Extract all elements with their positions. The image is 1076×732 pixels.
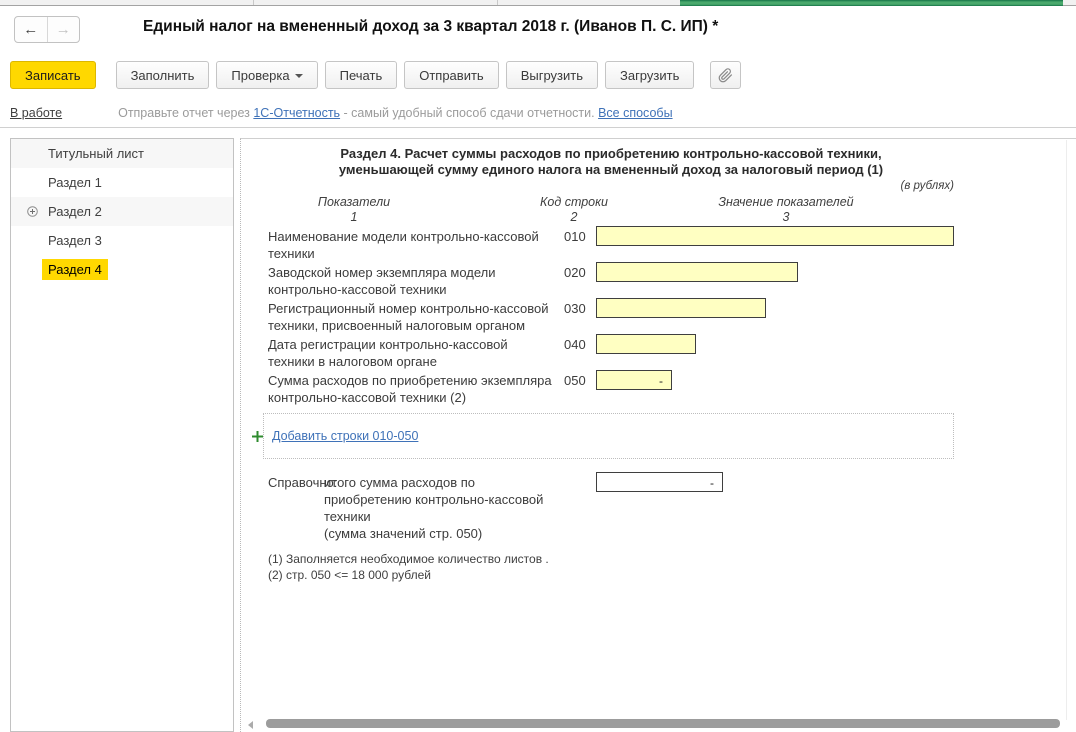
column-headers — [268, 195, 954, 228]
units-note: (в рублях) — [900, 180, 954, 192]
chevron-down-icon — [295, 74, 303, 78]
sidebar-item-section-1[interactable] — [11, 168, 233, 197]
back-button[interactable] — [15, 17, 48, 42]
row-code: 020 — [564, 265, 586, 280]
print-button[interactable]: Печать — [325, 61, 398, 89]
input-field-040[interactable] — [596, 334, 696, 354]
arrow-right-icon: → — [55, 21, 71, 38]
horizontal-scrollbar[interactable] — [240, 718, 1076, 732]
row-label: Регистрационный номер контрольно-кассовой техники, присвоенный налоговым органом — [268, 301, 549, 333]
row-label: Сумма расходов по приобретению экземпляра контрольно-кассовой техники (2) — [268, 373, 552, 405]
service-hint — [118, 106, 672, 120]
export-button[interactable]: Выгрузить — [506, 61, 598, 89]
row-label: Заводской номер экземпляра модели контрольно-кассовой техники — [268, 265, 496, 297]
row-code: 030 — [564, 301, 586, 316]
input-field-010[interactable] — [596, 226, 954, 246]
strip-divider — [497, 0, 498, 5]
fill-button[interactable]: Заполнить — [116, 61, 210, 89]
reference-text: итого сумма расходов по приобретению контрольно-кассовой техники (сумма значений стр. 050) — [324, 475, 544, 541]
hint-text: - самый удобный способ сдачи отчетности. — [340, 106, 599, 120]
paperclip-icon — [718, 67, 733, 84]
column-header-values: Значение показателей 3 — [718, 195, 854, 224]
row-code: 010 — [564, 229, 586, 244]
all-ways-link[interactable]: Все способы — [598, 106, 673, 120]
page-title: Единый налог на вмененный доход за 3 квартал 2018 г. (Иванов П. С. ИП) * — [143, 18, 719, 35]
plus-circle-icon[interactable] — [27, 206, 38, 217]
column-header-indicators: Показатели 1 — [317, 195, 391, 224]
status-bar — [10, 101, 673, 125]
sidebar-item-label: Титульный лист — [48, 146, 145, 161]
input-field-020[interactable] — [596, 262, 798, 282]
send-button[interactable]: Отправить — [404, 61, 498, 89]
reference-total-field[interactable]: - — [596, 472, 723, 492]
sidebar-item-section-4[interactable] — [11, 255, 233, 284]
reference-block — [268, 474, 954, 542]
attachments-button[interactable] — [710, 61, 741, 89]
hint-text: Отправьте отчет через — [118, 106, 254, 120]
form-row-010 — [268, 228, 954, 264]
report-state-link[interactable]: В работе — [10, 106, 63, 120]
input-field-030[interactable] — [596, 298, 766, 318]
check-button-label: Проверка — [231, 67, 290, 83]
nav-button-group — [14, 16, 80, 43]
save-button[interactable]: Записать — [10, 61, 96, 89]
top-strip — [0, 0, 1076, 6]
reference-label: Справочно: — [268, 475, 338, 490]
header-separator — [0, 127, 1076, 128]
row-code: 040 — [564, 337, 586, 352]
strip-green-accent — [680, 0, 1063, 6]
check-button[interactable] — [216, 61, 317, 89]
strip-divider — [253, 0, 254, 5]
form-panel — [240, 138, 1076, 732]
sidebar-item-label-selected: Раздел 4 — [42, 259, 108, 280]
sidebar-item-label: Раздел 1 — [48, 175, 102, 190]
footnote-1: (1) Заполняется необходимое количество листов . — [268, 552, 549, 566]
sections-sidebar — [10, 138, 234, 732]
sidebar-item-label: Раздел 2 — [48, 204, 102, 219]
sidebar-item-section-3[interactable] — [11, 226, 233, 255]
form-row-020 — [268, 264, 954, 300]
scroll-left-arrow-icon[interactable] — [248, 721, 253, 729]
add-rows-area — [263, 413, 954, 459]
section-title-line2: уменьшающей сумму единого налога на вмененный доход за налоговый период (1) — [338, 162, 884, 177]
form-row-030 — [268, 300, 954, 336]
footnotes — [268, 551, 954, 583]
input-field-050[interactable]: - — [596, 370, 672, 390]
1c-reporting-link[interactable]: 1С-Отчетность — [253, 106, 341, 120]
footnote-2: (2) стр. 050 <= 18 000 рублей — [268, 568, 431, 582]
sidebar-item-label: Раздел 3 — [48, 233, 102, 248]
add-rows-link[interactable]: Добавить строки 010-050 — [272, 429, 419, 443]
column-header-line-code: Код строки 2 — [540, 195, 608, 224]
row-code: 050 — [564, 373, 586, 388]
arrow-left-icon: ← — [23, 21, 39, 38]
forward-button[interactable] — [48, 17, 80, 42]
add-plus-icon — [252, 431, 263, 442]
row-label: Дата регистрации контрольно-кассовой техники в налоговом органе — [268, 337, 508, 369]
sidebar-item-section-2[interactable] — [11, 197, 233, 226]
form-row-040 — [268, 336, 954, 372]
form-row-050 — [268, 372, 954, 408]
section-title-line1: Раздел 4. Расчет суммы расходов по приобретению контрольно-кассовой техники, — [340, 146, 882, 161]
row-label: Наименование модели контрольно-кассовой техники — [268, 229, 539, 261]
toolbar — [10, 60, 741, 90]
scrollbar-thumb[interactable] — [266, 719, 1060, 728]
import-button[interactable]: Загрузить — [605, 61, 694, 89]
right-edge-line — [1066, 140, 1067, 720]
sidebar-item-title-page[interactable] — [11, 139, 233, 168]
